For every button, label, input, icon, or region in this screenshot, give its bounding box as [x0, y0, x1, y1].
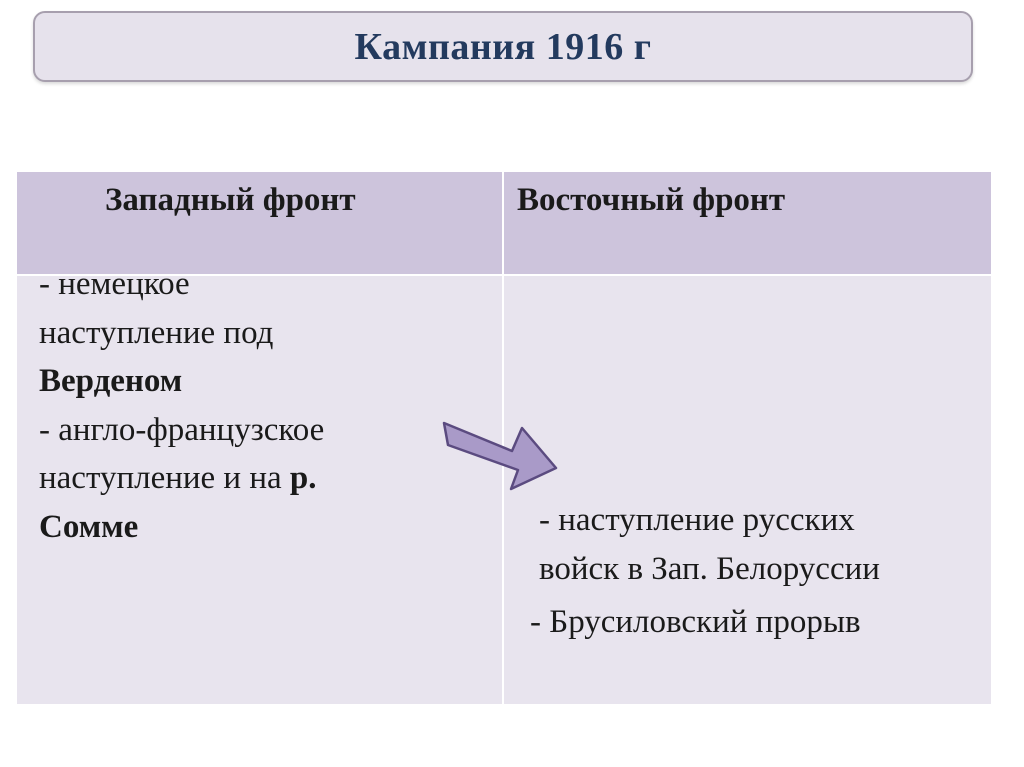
header-western-label: Западный фронт — [105, 182, 356, 218]
header-eastern-front — [504, 172, 991, 274]
western-front-text — [39, 260, 439, 551]
eastern-front-cell — [504, 276, 991, 704]
eastern-item-1 — [539, 496, 880, 593]
western-line-4: - англо-французское — [39, 411, 325, 448]
western-line-2: наступление под — [39, 314, 274, 351]
slide-title: Кампания 1916 г — [354, 25, 652, 68]
eastern-item-1-line-2: войск в Зап. Белоруссии — [539, 550, 880, 587]
header-eastern-label: Восточный фронт — [517, 182, 786, 218]
western-river-abbr: р. — [289, 460, 317, 496]
eastern-item-2: - Брусиловский прорыв — [530, 604, 861, 640]
title-box — [33, 11, 973, 82]
western-somme: Сомме — [39, 508, 139, 545]
western-front-cell — [17, 266, 502, 704]
header-western-front — [17, 172, 502, 274]
right-arrow-icon — [440, 408, 560, 492]
western-verdun: Верденом — [39, 363, 183, 399]
eastern-item-1-line-1: - наступление русских — [539, 502, 855, 538]
western-line-1: - немецкое — [39, 266, 190, 302]
western-line-5: наступление и на — [39, 460, 290, 496]
